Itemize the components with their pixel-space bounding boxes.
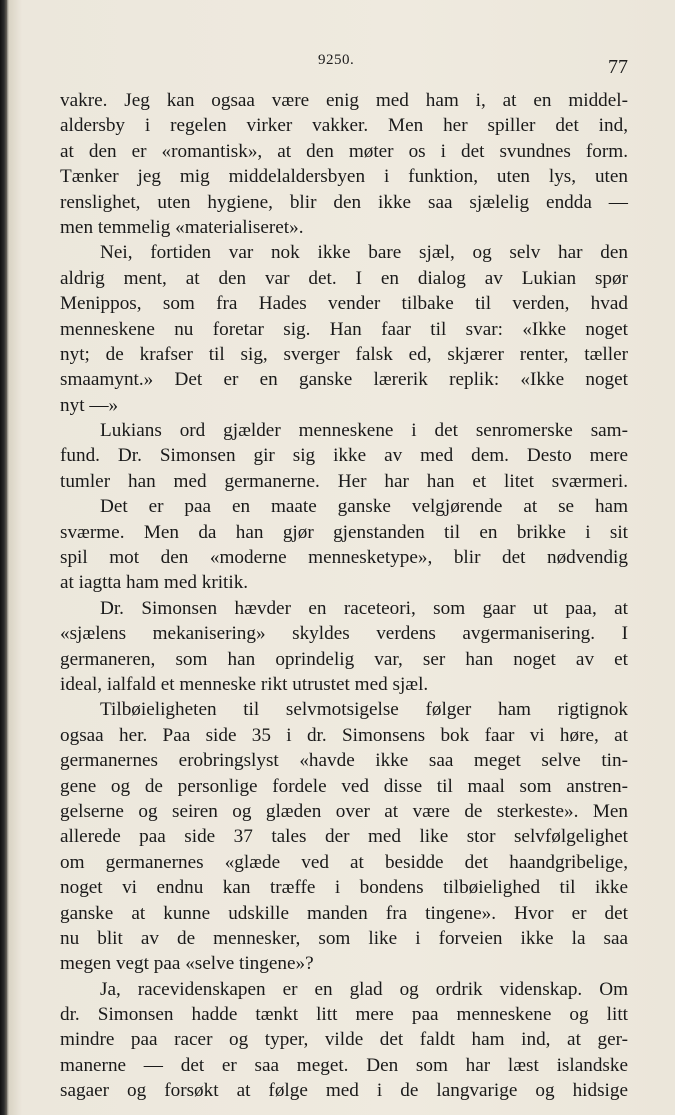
text-line: men temmelig «materialiseret». [60,216,304,238]
binding-edge [0,0,7,1115]
text-line: Tænker jeg mig middelaldersbyen i funktion, uten lys, uten [60,166,628,188]
text-line: aldrig ment, at den var det. I en dialog av Lukian spør [60,267,628,289]
text-line: megen vegt paa «selve tingene»? [60,953,314,975]
text-line: Det er paa en maate ganske velgjørende at se ham [100,496,628,518]
text-line: Ja, racevidenskapen er en glad og ordrik videnskap. Om [100,978,628,1000]
body-text [60,88,628,1104]
text-line: fund. Dr. Simonsen gir sig ikke av med dem. Desto mere [60,445,628,467]
text-line: germaneren, som han oprindelig var, ser han noget av et [60,648,628,670]
text-line: ganske at kunne udskille manden fra tingene». Hvor er det [60,902,628,924]
text-line: at den er «romantisk», at den møter os i det svundnes form. [60,140,628,162]
text-line: Tilbøieligheten til selvmotsigelse følger ham rigtignok [100,699,628,721]
text-line: nyt; de krafser til sig, sverger falsk ed, skjærer renter, tæller [60,343,628,365]
text-line: dr. Simonsen hadde tænkt litt mere paa menneskene og litt [60,1004,628,1026]
text-line: ideal, ialfald et menneske rikt utrustet med sjæl. [60,673,429,695]
page-header [0,44,675,84]
text-line: gene og de personlige fordele ved disse til maal som anstren- [60,775,628,797]
text-line: «sjælens mekanisering» skyldes verdens avgermanisering. I [60,623,628,645]
text-line: allerede paa side 37 tales der med like stor selvfølgelighet [60,826,628,848]
text-line: gelserne og seiren og glæden over at være de sterkeste». Men [60,800,628,822]
text-line: Lukians ord gjælder menneskene i det senromerske sam- [100,420,628,442]
text-line: spil mot den «moderne mennesketype», blir det nødvendig [60,547,628,569]
text-line: vakre. Jeg kan ogsaa være enig med ham i, at en middel- [60,90,628,111]
text-line: Dr. Simonsen hævder en raceteori, som gaar ut paa, at [100,597,628,619]
text-line: mindre paa racer og typer, vilde det faldt ham ind, at ger- [60,1029,628,1051]
text-line: manerne — det er saa meget. Den som har læst islandske [60,1054,628,1076]
text-line: nu blit av de mennesker, som like i forveien ikke la saa [60,927,628,949]
text-line: ogsaa her. Paa side 35 i dr. Simonsens bok faar vi høre, at [60,724,628,746]
text-line: germanernes erobringslyst «havde ikke saa meget selve tin- [60,750,628,772]
page-number: 77 [608,56,628,78]
text-line: menneskene nu foretar sig. Han faar til svar: «Ikke noget [60,318,628,340]
text-line: tumler han med germanerne. Her har han et litet sværmeri. [60,470,628,492]
text-line: smaamynt.» Det er en ganske lærerik replik: «Ikke noget [60,369,628,391]
text-line: nyt —» [60,394,119,416]
printer-signature: 9250. [318,52,355,68]
text-line: sværme. Men da han gjør gjenstanden til en brikke i sit [60,521,628,543]
text-line: om germanernes «glæde ved at besidde det haandgribelige, [60,851,628,873]
text-line: at iagtta ham med kritik. [60,572,249,594]
text-line: Menippos, som fra Hades vender tilbake til verden, hvad [60,293,628,315]
text-line: noget vi endnu kan træffe i bondens tilbøielighed til ikke [60,877,628,899]
text-line: renslighet, uten hygiene, blir den ikke saa sjælelig endda — [60,191,628,213]
text-line: sagaer og forsøkt at følge med i de langvarige og hidsige [60,1080,628,1102]
text-line: Nei, fortiden var nok ikke bare sjæl, og selv har den [100,242,628,264]
text-line: aldersby i regelen virker vakker. Men her spiller det ind, [60,115,628,137]
